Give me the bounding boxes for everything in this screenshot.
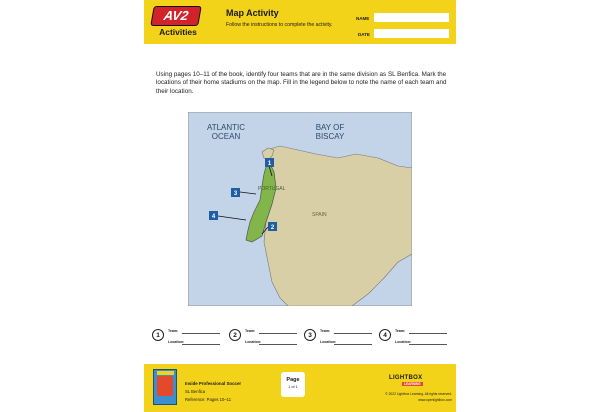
bay-of-biscay-line-2: BISCAY bbox=[315, 132, 345, 141]
spain-label: SPAIN bbox=[312, 212, 327, 218]
location-input-2[interactable] bbox=[259, 344, 297, 345]
lightbox-logo: LIGHTBOX bbox=[389, 375, 423, 381]
team-label: Team: bbox=[395, 329, 406, 333]
header-band bbox=[144, 0, 456, 44]
name-field[interactable] bbox=[374, 13, 449, 22]
iberia-map bbox=[188, 112, 412, 306]
footer-band bbox=[144, 364, 456, 412]
page-label: Page bbox=[286, 377, 300, 383]
location-label: Location: bbox=[320, 340, 337, 344]
legend-item-3 bbox=[304, 327, 376, 349]
legend-number-4: 4 bbox=[379, 329, 391, 341]
team-label: Team: bbox=[320, 329, 331, 333]
location-label: Location: bbox=[245, 340, 262, 344]
location-input-1[interactable] bbox=[182, 344, 220, 345]
date-field[interactable] bbox=[374, 29, 449, 38]
marker-3-label: 3 bbox=[233, 191, 238, 197]
website-link[interactable]: www.openlightbox.com bbox=[418, 398, 452, 402]
location-label: Location: bbox=[395, 340, 412, 344]
book-cover-art bbox=[157, 376, 173, 396]
marker-2-label: 2 bbox=[270, 225, 275, 231]
av2-logo: AV2 bbox=[150, 6, 202, 26]
legend-number-2: 2 bbox=[229, 329, 241, 341]
book-cover-thumbnail bbox=[153, 369, 177, 405]
atlantic-ocean-label bbox=[207, 123, 245, 141]
instructions-text: Using pages 10–11 of the book, identify four teams that are in the same division as SL Benfica. Mark the locations of their home stadiums on the map. Fill in the legend below to note the name of each team and their location. bbox=[156, 71, 447, 95]
page-title: Map Activity bbox=[226, 8, 279, 18]
page-indicator bbox=[281, 372, 305, 397]
lightbox-logo-sub: LEARNING bbox=[404, 382, 421, 386]
book-reference: Reference: Pages 10–11 bbox=[185, 397, 232, 402]
book-title: Inside Professional Soccer bbox=[185, 381, 242, 386]
legend-item-4 bbox=[379, 327, 451, 349]
team-input-3[interactable] bbox=[334, 333, 372, 334]
logo-tagline: Activities bbox=[159, 27, 197, 37]
bay-of-biscay-label bbox=[316, 123, 345, 141]
legend-number-1: 1 bbox=[152, 329, 164, 341]
book-cover-title-strip bbox=[157, 371, 174, 375]
marker-4-label: 4 bbox=[211, 214, 216, 220]
marker-1-label: 1 bbox=[267, 161, 272, 167]
atlantic-ocean-line-1: ATLANTIC bbox=[206, 123, 246, 132]
portugal-label: PORTUGAL bbox=[258, 186, 286, 192]
legend-item-2 bbox=[229, 327, 301, 349]
team-input-2[interactable] bbox=[259, 333, 297, 334]
team-label: Team: bbox=[245, 329, 256, 333]
atlantic-ocean-line-2: OCEAN bbox=[211, 132, 241, 141]
team-label: Team: bbox=[168, 329, 179, 333]
team-input-1[interactable] bbox=[182, 333, 220, 334]
worksheet-page bbox=[144, 0, 456, 412]
team-input-4[interactable] bbox=[409, 333, 447, 334]
bay-of-biscay-line-1: BAY OF bbox=[315, 123, 345, 132]
location-input-3[interactable] bbox=[334, 344, 372, 345]
location-label: Location: bbox=[168, 340, 185, 344]
legend-number-3: 3 bbox=[304, 329, 316, 341]
page-subtitle: Follow the instructions to complete the activity. bbox=[226, 22, 333, 28]
copyright-text: © 2022 Lightbox Learning. All rights reserved. bbox=[385, 392, 452, 396]
legend-item-1 bbox=[152, 327, 224, 349]
date-label: DATE bbox=[358, 32, 370, 37]
location-input-4[interactable] bbox=[409, 344, 447, 345]
page-number: 1 of 1 bbox=[288, 385, 298, 389]
name-label: NAME bbox=[356, 16, 370, 21]
book-topic: SL Benfica bbox=[185, 389, 206, 394]
